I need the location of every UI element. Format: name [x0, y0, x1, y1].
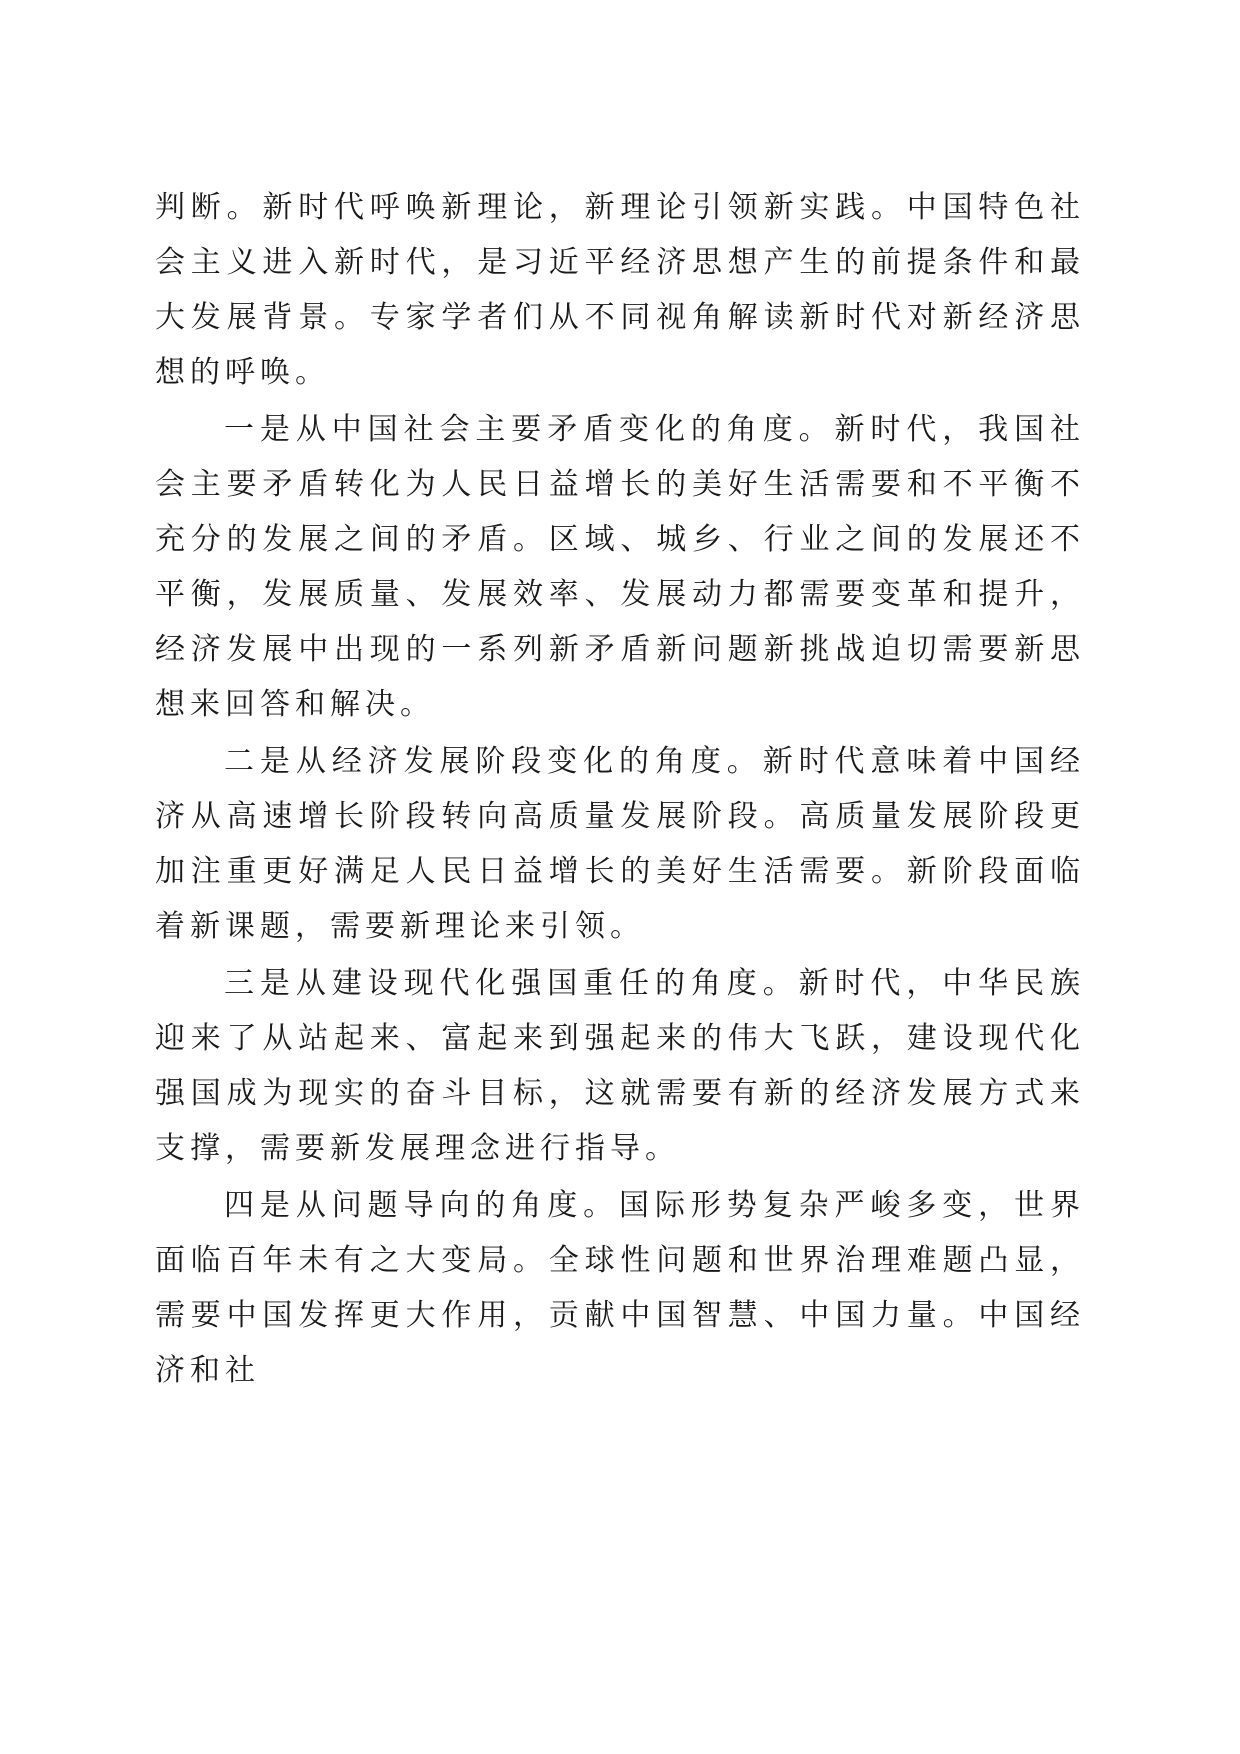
- paragraph-continuation: 判断。新时代呼唤新理论，新理论引领新实践。中国特色社会主义进入新时代，是习近平经济思想产生的前提条件和最大发展背景。专家学者们从不同视角解读新时代对新经济思想的呼唤。: [155, 190, 1085, 390]
- body-text: [155, 180, 1085, 1398]
- paragraph-1: 一是从中国社会主要矛盾变化的角度。新时代，我国社会主要矛盾转化为人民日益增长的美好生活需要和不平衡不充分的发展之间的矛盾。区域、城乡、行业之间的发展还不平衡，发展质量、发展效率、发展动力都需要变革和提升，经济发展中出现的一系列新矛盾新问题新挑战迫切需要新思想来回答和解决。: [155, 412, 1085, 722]
- paragraph-3: 三是从建设现代化强国重任的角度。新时代，中华民族迎来了从站起来、富起来到强起来的伟大飞跃，建设现代化强国成为现实的奋斗目标，这就需要有新的经济发展方式来支撑，需要新发展理念进行指导。: [155, 966, 1085, 1166]
- paragraph-4: 四是从问题导向的角度。国际形势复杂严峻多变，世界面临百年未有之大变局。全球性问题和世界治理难题凸显，需要中国发挥更大作用，贡献中国智慧、中国力量。中国经济和社: [155, 1188, 1085, 1388]
- paragraph-2: 二是从经济发展阶段变化的角度。新时代意味着中国经济从高速增长阶段转向高质量发展阶段。高质量发展阶段更加注重更好满足人民日益增长的美好生活需要。新阶段面临着新课题，需要新理论来引领。: [155, 744, 1085, 944]
